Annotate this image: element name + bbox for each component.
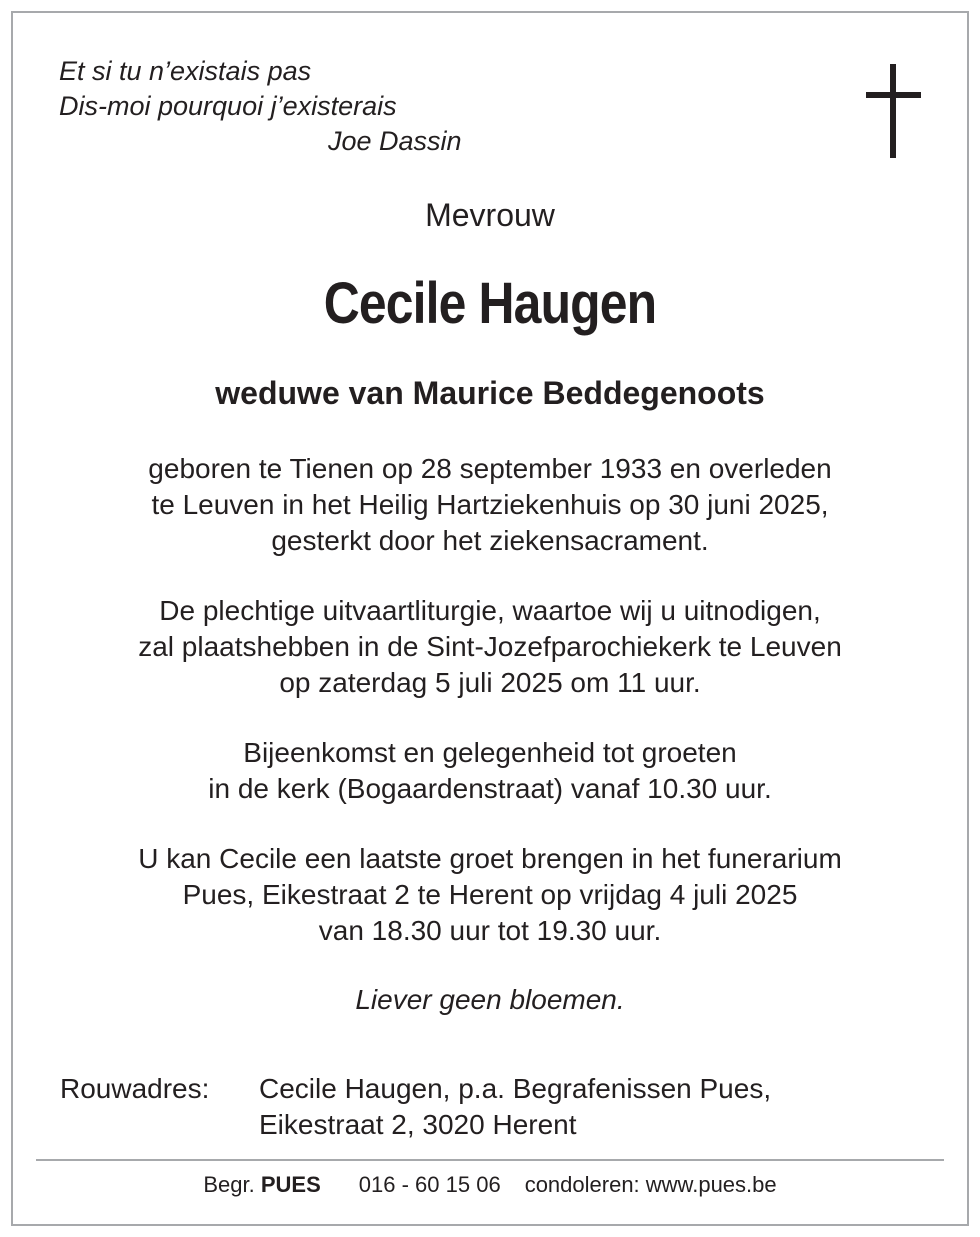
paragraph-line: zal plaatshebben in de Sint-Jozefparochiekerk te Leuven xyxy=(138,631,842,662)
cross-horizontal-bar xyxy=(866,92,921,98)
paragraph-line: op zaterdag 5 juli 2025 om 11 uur. xyxy=(279,667,701,698)
paragraph-line: Bijeenkomst en gelegenheid tot groeten xyxy=(243,737,737,768)
paragraph-line: U kan Cecile een laatste groet brengen in het funerarium xyxy=(138,843,842,874)
paragraph-line: De plechtige uitvaartliturgie, waartoe wij u uitnodigen, xyxy=(159,595,821,626)
honorific-title: Mevrouw xyxy=(425,197,555,233)
paragraph-line: Pues, Eikestraat 2 te Herent op vrijdag 4 juli 2025 xyxy=(182,879,798,910)
quote-line-2: Dis-moi pourquoi j’existerais xyxy=(59,91,397,121)
flowers-note: Liever geen bloemen. xyxy=(355,984,625,1015)
paragraph-line: te Leuven in het Heilig Hartziekenhuis op 30 juni 2025, xyxy=(151,489,829,520)
paragraph-line: van 18.30 uur tot 19.30 uur. xyxy=(318,915,662,946)
paragraph-line: in de kerk (Bogaardenstraat) vanaf 10.30 uur. xyxy=(208,773,772,804)
gathering-paragraph xyxy=(40,735,940,807)
funeral-home-brand: PUES xyxy=(260,1172,321,1197)
mourning-address xyxy=(259,1071,771,1143)
footer-prefix: Begr. xyxy=(203,1172,255,1197)
mourning-address-label: Rouwadres: xyxy=(60,1073,210,1104)
quote-author: Joe Dassin xyxy=(328,126,462,156)
footer-divider xyxy=(36,1159,944,1161)
paragraph-line: geboren te Tienen op 28 september 1933 en overleden xyxy=(148,453,832,484)
quote-line-1: Et si tu n’existais pas xyxy=(59,56,312,86)
funerarium-visit-paragraph xyxy=(40,841,940,949)
address-line-2: Eikestraat 2, 3020 Herent xyxy=(259,1109,577,1140)
epigraph-quote xyxy=(59,54,462,159)
cross-icon xyxy=(866,64,921,158)
footer-condolences-link[interactable]: condoleren: www.pues.be xyxy=(524,1172,777,1197)
cross-vertical-bar xyxy=(890,64,896,158)
footer-phone: 016 - 60 15 06 xyxy=(358,1172,501,1197)
deceased-name: Cecile Haugen xyxy=(323,271,657,336)
funeral-home-footer xyxy=(36,1170,944,1200)
widow-of-line: weduwe van Maurice Beddegenoots xyxy=(215,375,765,411)
birth-death-paragraph xyxy=(40,451,940,559)
paragraph-line: gesterkt door het ziekensacrament. xyxy=(271,525,709,556)
funeral-service-paragraph xyxy=(40,593,940,701)
address-line-1: Cecile Haugen, p.a. Begrafenissen Pues, xyxy=(259,1073,772,1104)
